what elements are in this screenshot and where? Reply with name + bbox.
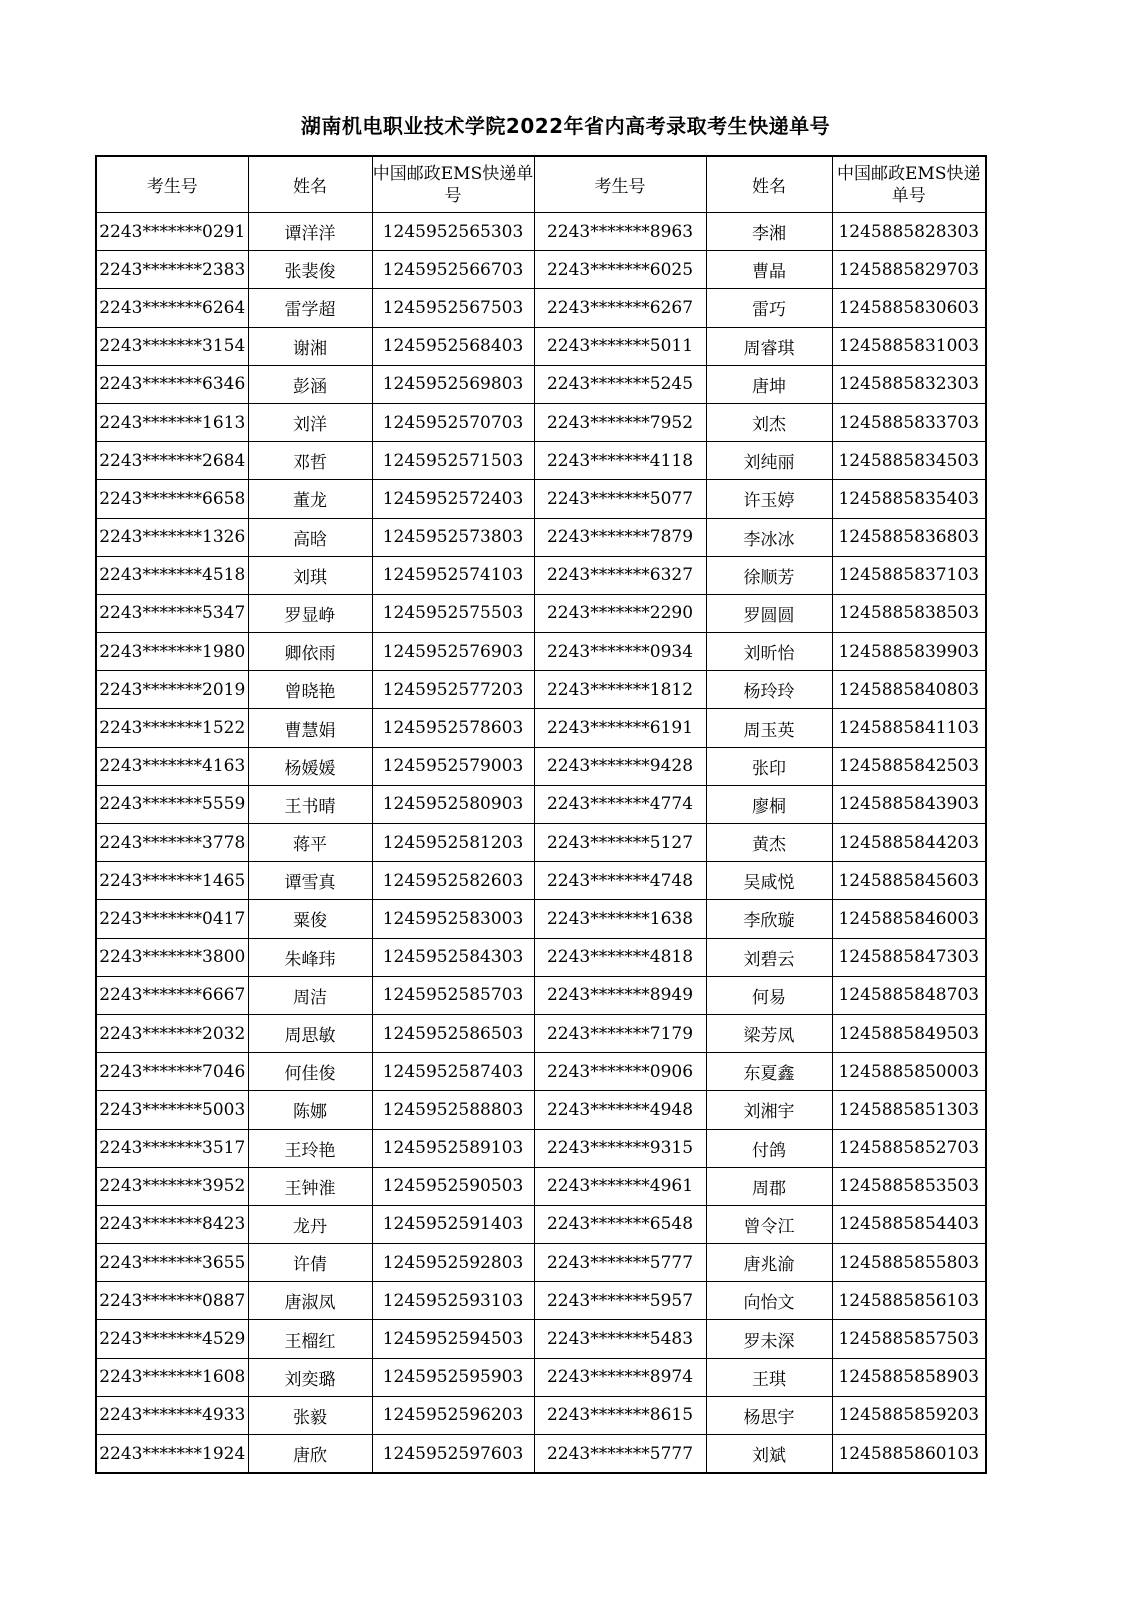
tracking-number-cell: 1245885847303 xyxy=(832,938,986,976)
name-cell: 周思敏 xyxy=(248,1014,372,1052)
table-row xyxy=(96,518,986,556)
name-cell: 谭雪真 xyxy=(248,862,372,900)
name-cell: 陈娜 xyxy=(248,1091,372,1129)
tracking-number-cell: 1245885858903 xyxy=(832,1358,986,1396)
name-cell: 王榴红 xyxy=(248,1320,372,1358)
table-row xyxy=(96,1320,986,1358)
name-cell: 廖桐 xyxy=(706,785,832,823)
name-cell: 吴咸悦 xyxy=(706,862,832,900)
document-title: 湖南机电职业技术学院2022年省内高考录取考生快递单号 xyxy=(300,114,831,138)
name-cell: 曹晶 xyxy=(706,251,832,289)
tracking-number-cell: 1245952576903 xyxy=(372,633,534,671)
student-id-cell: 2243*******7952 xyxy=(534,403,706,441)
name-cell: 曾令江 xyxy=(706,1205,832,1243)
name-cell: 谭洋洋 xyxy=(248,213,372,251)
name-cell: 唐兆渝 xyxy=(706,1244,832,1282)
tracking-number-cell: 1245885835403 xyxy=(832,480,986,518)
student-id-cell: 2243*******4933 xyxy=(96,1396,248,1434)
tracking-number-cell: 1245952575503 xyxy=(372,594,534,632)
tracking-number-cell: 1245885850003 xyxy=(832,1053,986,1091)
student-id-cell: 2243*******2032 xyxy=(96,1014,248,1052)
header-tracking-number: 中国邮政EMS快递单号 xyxy=(372,156,534,213)
student-id-cell: 2243*******2290 xyxy=(534,594,706,632)
student-id-cell: 2243*******8963 xyxy=(534,213,706,251)
tracking-number-cell: 1245885845603 xyxy=(832,862,986,900)
table-row xyxy=(96,1167,986,1205)
tracking-number-cell: 1245952590503 xyxy=(372,1167,534,1205)
tracking-number-cell: 1245885840803 xyxy=(832,671,986,709)
table-row xyxy=(96,1053,986,1091)
name-cell: 刘洋 xyxy=(248,403,372,441)
tracking-number-cell: 1245885857503 xyxy=(832,1320,986,1358)
student-id-cell: 2243*******5559 xyxy=(96,785,248,823)
tracking-number-cell: 1245952597603 xyxy=(372,1435,534,1474)
student-id-cell: 2243*******5347 xyxy=(96,594,248,632)
table-row xyxy=(96,1396,986,1434)
tracking-number-cell: 1245952578603 xyxy=(372,709,534,747)
tracking-number-cell: 1245885844203 xyxy=(832,824,986,862)
tracking-number-cell: 1245885854403 xyxy=(832,1205,986,1243)
name-cell: 龙丹 xyxy=(248,1205,372,1243)
student-id-cell: 2243*******3655 xyxy=(96,1244,248,1282)
tracking-number-cell: 1245952566703 xyxy=(372,251,534,289)
student-id-cell: 2243*******4948 xyxy=(534,1091,706,1129)
name-cell: 谢湘 xyxy=(248,327,372,365)
student-id-cell: 2243*******3517 xyxy=(96,1129,248,1167)
tracking-number-cell: 1245885843903 xyxy=(832,785,986,823)
name-cell: 杨媛媛 xyxy=(248,747,372,785)
name-cell: 雷巧 xyxy=(706,289,832,327)
tracking-number-cell: 1245885829703 xyxy=(832,251,986,289)
name-cell: 黄杰 xyxy=(706,824,832,862)
student-id-cell: 2243*******6025 xyxy=(534,251,706,289)
name-cell: 刘琪 xyxy=(248,556,372,594)
student-id-cell: 2243*******6264 xyxy=(96,289,248,327)
student-id-cell: 2243*******1608 xyxy=(96,1358,248,1396)
name-cell: 徐顺芳 xyxy=(706,556,832,594)
student-id-cell: 2243*******1924 xyxy=(96,1435,248,1474)
name-cell: 何佳俊 xyxy=(248,1053,372,1091)
tracking-number-cell: 1245952582603 xyxy=(372,862,534,900)
student-id-cell: 2243*******3800 xyxy=(96,938,248,976)
tracking-number-cell: 1245885833703 xyxy=(832,403,986,441)
student-id-cell: 2243*******4118 xyxy=(534,442,706,480)
tracking-number-cell: 1245952587403 xyxy=(372,1053,534,1091)
table-row xyxy=(96,480,986,518)
header-tracking-number: 中国邮政EMS快递单号 xyxy=(832,156,986,213)
name-cell: 许玉婷 xyxy=(706,480,832,518)
tracking-table xyxy=(95,155,987,1474)
student-id-cell: 2243*******1613 xyxy=(96,403,248,441)
student-id-cell: 2243*******5957 xyxy=(534,1282,706,1320)
name-cell: 刘杰 xyxy=(706,403,832,441)
tracking-number-cell: 1245952588803 xyxy=(372,1091,534,1129)
tracking-number-cell: 1245885842503 xyxy=(832,747,986,785)
tracking-number-cell: 1245885859203 xyxy=(832,1396,986,1434)
tracking-number-cell: 1245952572403 xyxy=(372,480,534,518)
student-id-cell: 2243*******9315 xyxy=(534,1129,706,1167)
name-cell: 李欣璇 xyxy=(706,900,832,938)
student-id-cell: 2243*******8423 xyxy=(96,1205,248,1243)
student-id-cell: 2243*******3778 xyxy=(96,824,248,862)
tracking-number-cell: 1245952584303 xyxy=(372,938,534,976)
name-cell: 周洁 xyxy=(248,976,372,1014)
name-cell: 罗未深 xyxy=(706,1320,832,1358)
student-id-cell: 2243*******6327 xyxy=(534,556,706,594)
table-row xyxy=(96,1091,986,1129)
tracking-number-cell: 1245952568403 xyxy=(372,327,534,365)
tracking-number-cell: 1245952571503 xyxy=(372,442,534,480)
name-cell: 卿依雨 xyxy=(248,633,372,671)
table-row xyxy=(96,1014,986,1052)
student-id-cell: 2243*******6267 xyxy=(534,289,706,327)
student-id-cell: 2243*******3154 xyxy=(96,327,248,365)
tracking-number-cell: 1245885838503 xyxy=(832,594,986,632)
header-name: 姓名 xyxy=(706,156,832,213)
name-cell: 朱峰玮 xyxy=(248,938,372,976)
table-row xyxy=(96,442,986,480)
name-cell: 张印 xyxy=(706,747,832,785)
table-row xyxy=(96,671,986,709)
table-row xyxy=(96,1282,986,1320)
name-cell: 李湘 xyxy=(706,213,832,251)
student-id-cell: 2243*******2019 xyxy=(96,671,248,709)
student-id-cell: 2243*******5127 xyxy=(534,824,706,862)
table-row xyxy=(96,213,986,251)
tracking-number-cell: 1245952567503 xyxy=(372,289,534,327)
student-id-cell: 2243*******7879 xyxy=(534,518,706,556)
student-id-cell: 2243*******5077 xyxy=(534,480,706,518)
tracking-number-cell: 1245885834503 xyxy=(832,442,986,480)
name-cell: 唐坤 xyxy=(706,365,832,403)
student-id-cell: 2243*******7046 xyxy=(96,1053,248,1091)
table-row xyxy=(96,862,986,900)
tracking-number-cell: 1245885856103 xyxy=(832,1282,986,1320)
student-id-cell: 2243*******6346 xyxy=(96,365,248,403)
student-id-cell: 2243*******6658 xyxy=(96,480,248,518)
header-name: 姓名 xyxy=(248,156,372,213)
tracking-number-cell: 1245885855803 xyxy=(832,1244,986,1282)
tracking-number-cell: 1245885831003 xyxy=(832,327,986,365)
name-cell: 曹慧娟 xyxy=(248,709,372,747)
name-cell: 张毅 xyxy=(248,1396,372,1434)
name-cell: 唐淑凤 xyxy=(248,1282,372,1320)
name-cell: 高晗 xyxy=(248,518,372,556)
tracking-number-cell: 1245952574103 xyxy=(372,556,534,594)
table-row xyxy=(96,633,986,671)
tracking-number-cell: 1245952593103 xyxy=(372,1282,534,1320)
student-id-cell: 2243*******1980 xyxy=(96,633,248,671)
tracking-number-cell: 1245885849503 xyxy=(832,1014,986,1052)
tracking-number-cell: 1245952589103 xyxy=(372,1129,534,1167)
student-id-cell: 2243*******0291 xyxy=(96,213,248,251)
name-cell: 邓哲 xyxy=(248,442,372,480)
table-row xyxy=(96,747,986,785)
name-cell: 董龙 xyxy=(248,480,372,518)
table-row xyxy=(96,900,986,938)
table-row xyxy=(96,251,986,289)
table-row xyxy=(96,594,986,632)
name-cell: 周玉英 xyxy=(706,709,832,747)
table-row xyxy=(96,1129,986,1167)
student-id-cell: 2243*******1812 xyxy=(534,671,706,709)
header-row xyxy=(96,156,986,213)
student-id-cell: 2243*******3952 xyxy=(96,1167,248,1205)
table-row xyxy=(96,289,986,327)
table-row xyxy=(96,785,986,823)
tracking-number-cell: 1245952586503 xyxy=(372,1014,534,1052)
table-row xyxy=(96,1435,986,1474)
header-student-id: 考生号 xyxy=(96,156,248,213)
name-cell: 何易 xyxy=(706,976,832,1014)
student-id-cell: 2243*******4748 xyxy=(534,862,706,900)
tracking-number-cell: 1245885848703 xyxy=(832,976,986,1014)
name-cell: 杨玲玲 xyxy=(706,671,832,709)
name-cell: 曾晓艳 xyxy=(248,671,372,709)
tracking-number-cell: 1245952569803 xyxy=(372,365,534,403)
name-cell: 王玲艳 xyxy=(248,1129,372,1167)
table-row xyxy=(96,1358,986,1396)
student-id-cell: 2243*******4518 xyxy=(96,556,248,594)
tracking-number-cell: 1245952585703 xyxy=(372,976,534,1014)
student-id-cell: 2243*******5777 xyxy=(534,1244,706,1282)
student-id-cell: 2243*******2684 xyxy=(96,442,248,480)
name-cell: 东夏鑫 xyxy=(706,1053,832,1091)
tracking-number-cell: 1245885846003 xyxy=(832,900,986,938)
name-cell: 向怡文 xyxy=(706,1282,832,1320)
name-cell: 张裴俊 xyxy=(248,251,372,289)
tracking-number-cell: 1245885836803 xyxy=(832,518,986,556)
name-cell: 杨思宇 xyxy=(706,1396,832,1434)
name-cell: 罗显峥 xyxy=(248,594,372,632)
name-cell: 雷学超 xyxy=(248,289,372,327)
tracking-number-cell: 1245885828303 xyxy=(832,213,986,251)
table-row xyxy=(96,824,986,862)
tracking-number-cell: 1245885841103 xyxy=(832,709,986,747)
student-id-cell: 2243*******0887 xyxy=(96,1282,248,1320)
table-row xyxy=(96,976,986,1014)
tracking-number-cell: 1245952596203 xyxy=(372,1396,534,1434)
student-id-cell: 2243*******5011 xyxy=(534,327,706,365)
tracking-number-cell: 1245952591403 xyxy=(372,1205,534,1243)
name-cell: 刘碧云 xyxy=(706,938,832,976)
tracking-number-cell: 1245885853503 xyxy=(832,1167,986,1205)
student-id-cell: 2243*******4529 xyxy=(96,1320,248,1358)
tracking-number-cell: 1245952595903 xyxy=(372,1358,534,1396)
table-row xyxy=(96,403,986,441)
student-id-cell: 2243*******1522 xyxy=(96,709,248,747)
tracking-number-cell: 1245885852703 xyxy=(832,1129,986,1167)
student-id-cell: 2243*******1465 xyxy=(96,862,248,900)
tracking-number-cell: 1245952583003 xyxy=(372,900,534,938)
table-row xyxy=(96,1244,986,1282)
student-id-cell: 2243*******0417 xyxy=(96,900,248,938)
student-id-cell: 2243*******1326 xyxy=(96,518,248,556)
student-id-cell: 2243*******6667 xyxy=(96,976,248,1014)
name-cell: 刘湘宇 xyxy=(706,1091,832,1129)
name-cell: 刘纯丽 xyxy=(706,442,832,480)
student-id-cell: 2243*******6191 xyxy=(534,709,706,747)
name-cell: 刘斌 xyxy=(706,1435,832,1474)
tracking-number-cell: 1245952580903 xyxy=(372,785,534,823)
name-cell: 周睿琪 xyxy=(706,327,832,365)
name-cell: 蒋平 xyxy=(248,824,372,862)
name-cell: 刘昕怡 xyxy=(706,633,832,671)
student-id-cell: 2243*******7179 xyxy=(534,1014,706,1052)
name-cell: 王钟淮 xyxy=(248,1167,372,1205)
student-id-cell: 2243*******5003 xyxy=(96,1091,248,1129)
table-row xyxy=(96,365,986,403)
student-id-cell: 2243*******5777 xyxy=(534,1435,706,1474)
tracking-number-cell: 1245952592803 xyxy=(372,1244,534,1282)
student-id-cell: 2243*******4163 xyxy=(96,747,248,785)
student-id-cell: 2243*******5483 xyxy=(534,1320,706,1358)
name-cell: 唐欣 xyxy=(248,1435,372,1474)
student-id-cell: 2243*******0934 xyxy=(534,633,706,671)
student-id-cell: 2243*******6548 xyxy=(534,1205,706,1243)
name-cell: 李冰冰 xyxy=(706,518,832,556)
student-id-cell: 2243*******8949 xyxy=(534,976,706,1014)
table-row xyxy=(96,938,986,976)
name-cell: 王琪 xyxy=(706,1358,832,1396)
tracking-number-cell: 1245952570703 xyxy=(372,403,534,441)
table-row xyxy=(96,1205,986,1243)
tracking-number-cell: 1245885839903 xyxy=(832,633,986,671)
tracking-number-cell: 1245952573803 xyxy=(372,518,534,556)
tracking-number-cell: 1245952579003 xyxy=(372,747,534,785)
name-cell: 许倩 xyxy=(248,1244,372,1282)
student-id-cell: 2243*******9428 xyxy=(534,747,706,785)
name-cell: 粟俊 xyxy=(248,900,372,938)
name-cell: 刘奕璐 xyxy=(248,1358,372,1396)
name-cell: 彭涵 xyxy=(248,365,372,403)
table-row xyxy=(96,327,986,365)
name-cell: 梁芳凤 xyxy=(706,1014,832,1052)
student-id-cell: 2243*******8974 xyxy=(534,1358,706,1396)
student-id-cell: 2243*******0906 xyxy=(534,1053,706,1091)
table-row xyxy=(96,709,986,747)
student-id-cell: 2243*******1638 xyxy=(534,900,706,938)
tracking-number-cell: 1245885837103 xyxy=(832,556,986,594)
tracking-number-cell: 1245885860103 xyxy=(832,1435,986,1474)
tracking-number-cell: 1245885830603 xyxy=(832,289,986,327)
tracking-number-cell: 1245952565303 xyxy=(372,213,534,251)
student-id-cell: 2243*******4961 xyxy=(534,1167,706,1205)
student-id-cell: 2243*******2383 xyxy=(96,251,248,289)
tracking-number-cell: 1245885851303 xyxy=(832,1091,986,1129)
tracking-number-cell: 1245952594503 xyxy=(372,1320,534,1358)
name-cell: 王书晴 xyxy=(248,785,372,823)
name-cell: 罗圆圆 xyxy=(706,594,832,632)
name-cell: 周郡 xyxy=(706,1167,832,1205)
table-body xyxy=(96,213,986,1474)
tracking-number-cell: 1245885832303 xyxy=(832,365,986,403)
student-id-cell: 2243*******4774 xyxy=(534,785,706,823)
student-id-cell: 2243*******5245 xyxy=(534,365,706,403)
name-cell: 付鸽 xyxy=(706,1129,832,1167)
tracking-number-cell: 1245952581203 xyxy=(372,824,534,862)
header-student-id: 考生号 xyxy=(534,156,706,213)
student-id-cell: 2243*******8615 xyxy=(534,1396,706,1434)
table-row xyxy=(96,556,986,594)
student-id-cell: 2243*******4818 xyxy=(534,938,706,976)
tracking-number-cell: 1245952577203 xyxy=(372,671,534,709)
